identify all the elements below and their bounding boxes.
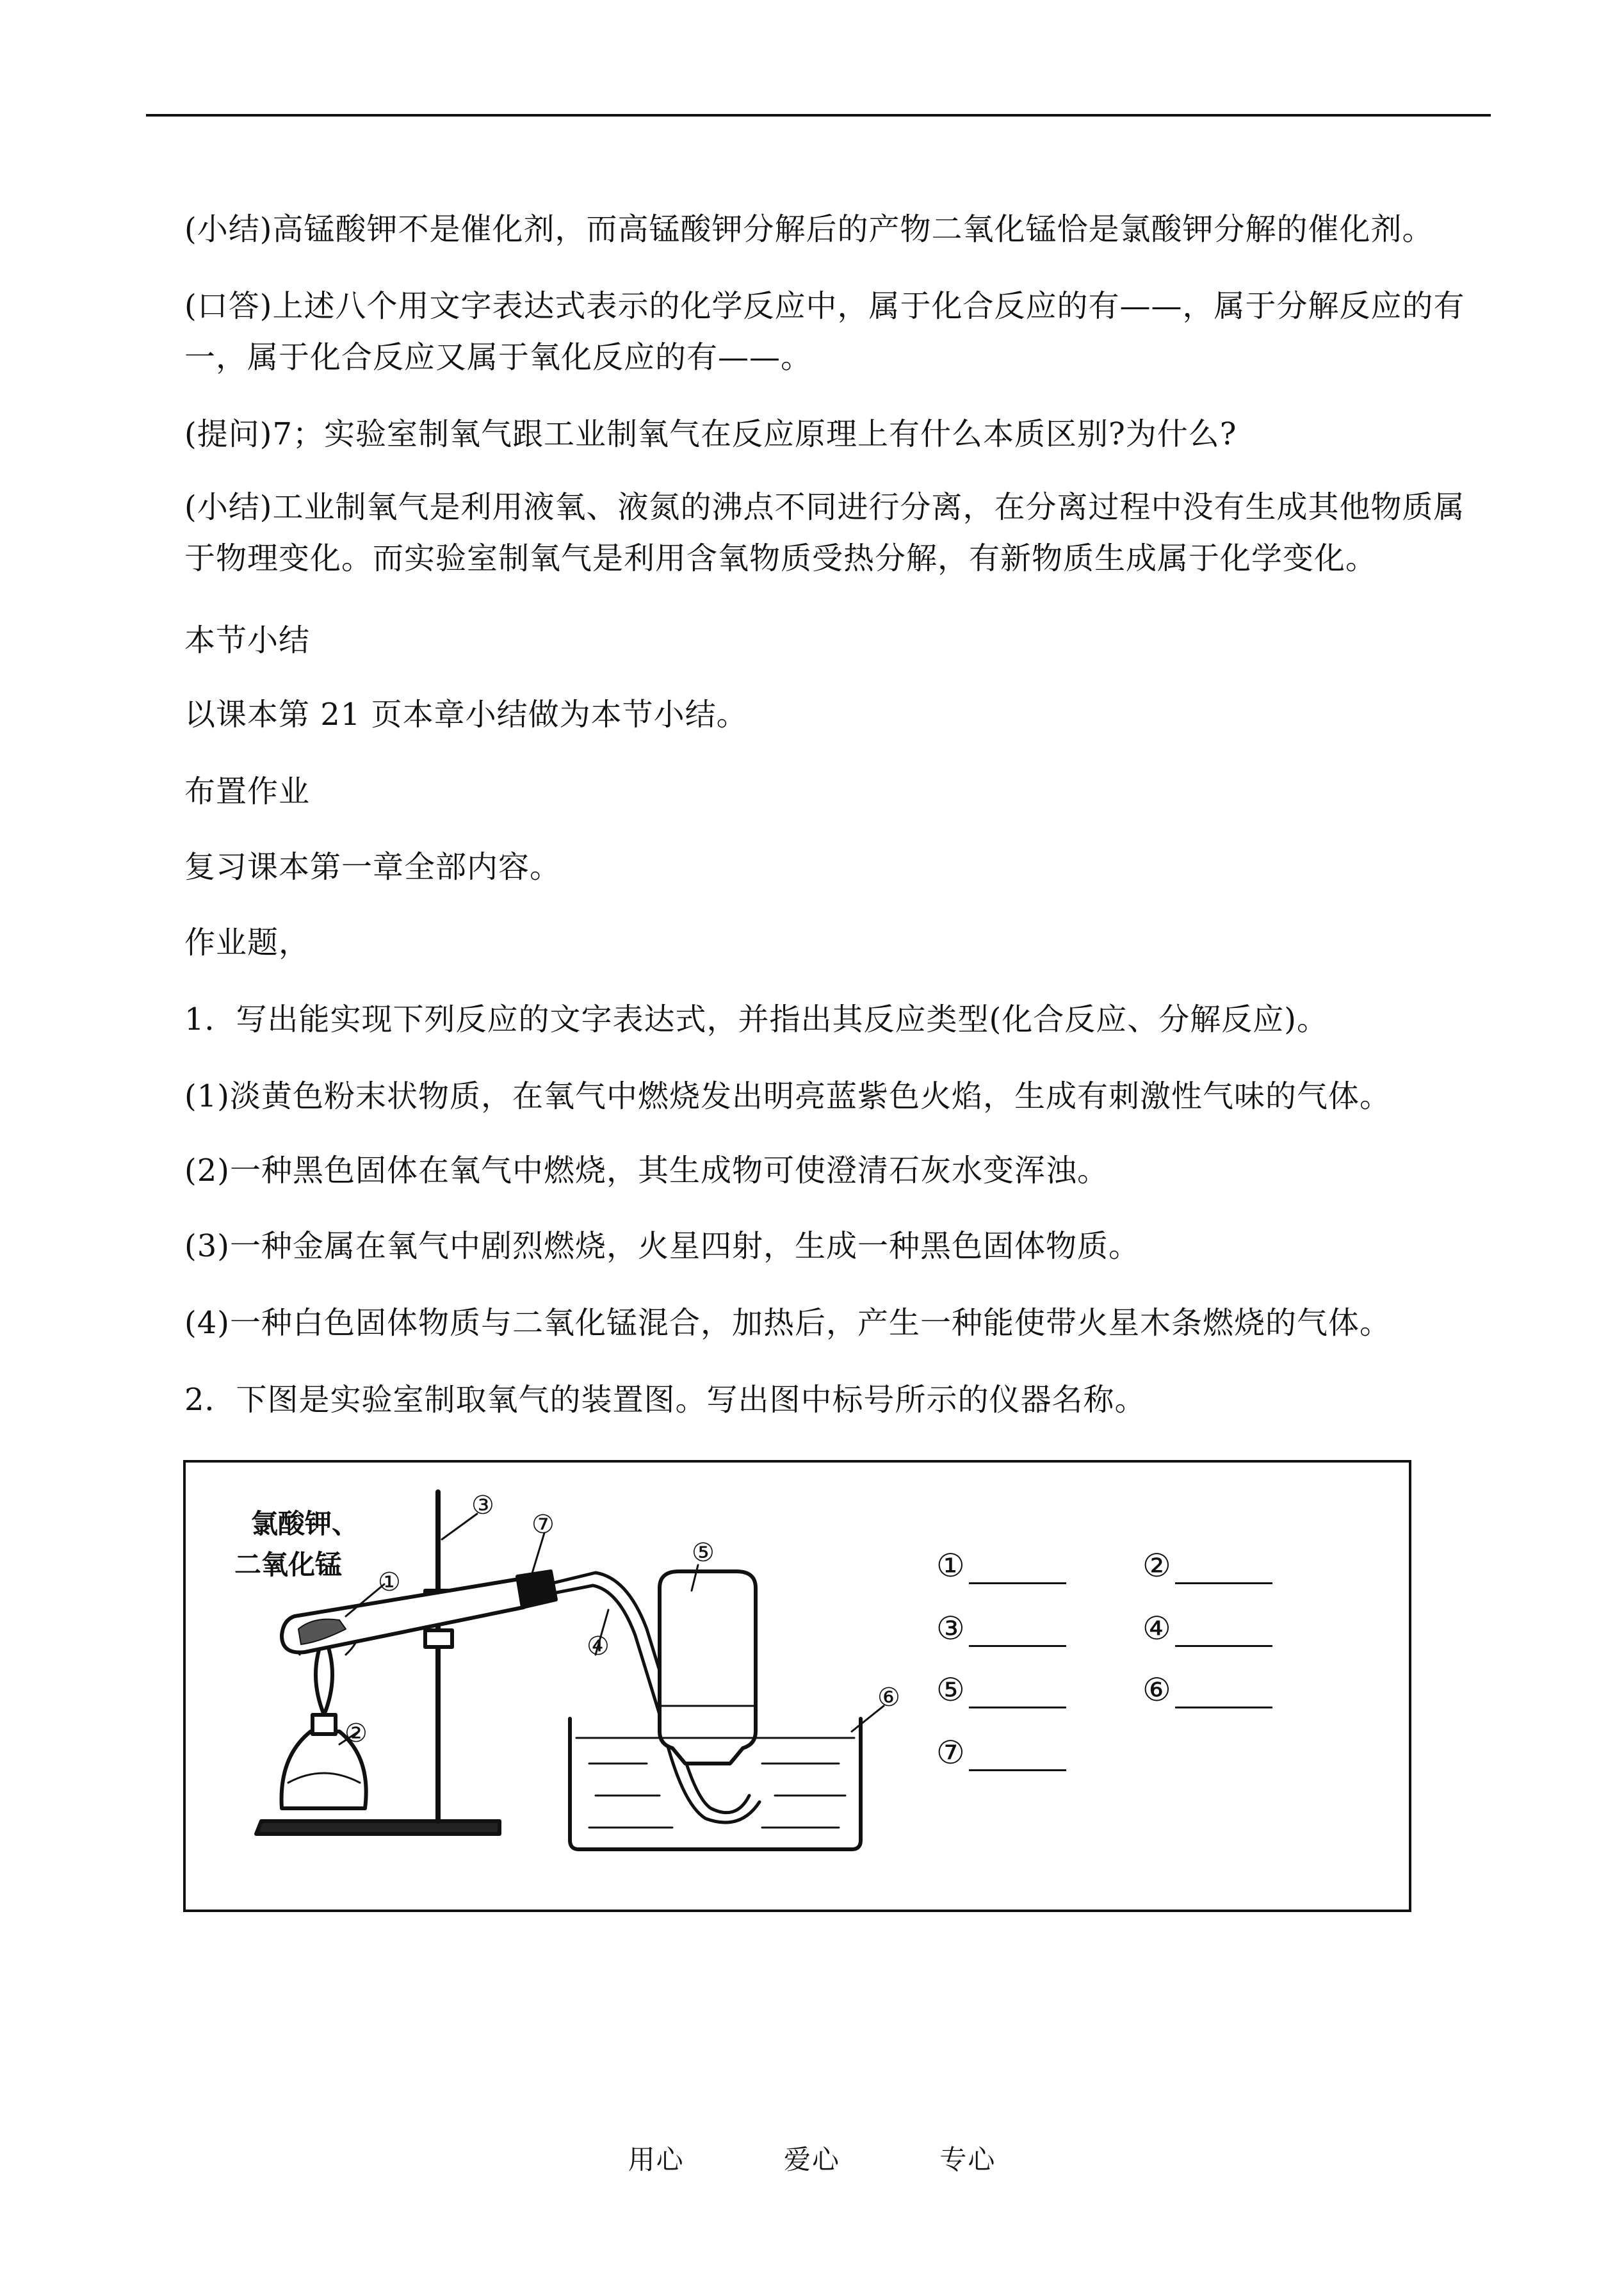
paragraph-oral-answer: (口答)上述八个用文字表达式表示的化学反应中，属于化合反应的有——，属于分解反应的有一，属于化合反应又属于氧化反应的有——。 [184, 288, 1465, 375]
footer-text-1: 用心 [628, 2144, 685, 2175]
footer-text-2: 爱心 [783, 2144, 840, 2175]
paragraph-summary-1: (小结)高锰酸钾不是催化剂，而高锰酸钾分解后的产物二氧化锰恰是氯酸钾分解的催化剂。 [184, 211, 1434, 247]
footer-text-3: 专心 [939, 2144, 996, 2175]
marker-6: ⑥ [877, 1683, 900, 1712]
exercise-1-item-4: (4)一种白色固体物质与二氧化锰混合，加热后，产生一种能使带火星木条燃烧的气体。 [184, 1305, 1391, 1341]
answer-blank-5[interactable]: ⑤ [936, 1671, 1066, 1708]
section-heading-exercises: 作业题， [184, 925, 311, 961]
answer-blank-6[interactable]: ⑥ [1142, 1671, 1272, 1708]
marker-3: ③ [471, 1491, 494, 1520]
answer-blank-3[interactable]: ③ [936, 1610, 1066, 1647]
answer-blank-7[interactable]: ⑦ [936, 1734, 1066, 1771]
marker-4: ④ [587, 1632, 610, 1661]
exercise-1-item-2: (2)一种黑色固体在氧气中燃烧，其生成物可使澄清石灰水变浑浊。 [184, 1153, 1108, 1188]
paragraph-summary-2: (小结)工业制氧气是利用液氧、液氮的沸点不同进行分离，在分离过程中没有生成其他物质属于物理变化。而实验室制氧气是利用含氧物质受热分解，有新物质生成属于化学变化。 [184, 489, 1465, 576]
header-rule [146, 114, 1491, 117]
section-heading-homework: 布置作业 [184, 774, 311, 809]
marker-5: ⑤ [692, 1538, 715, 1568]
marker-1: ① [378, 1568, 401, 1597]
paragraph-review: 复习课本第一章全部内容。 [184, 849, 562, 885]
exercise-1: 1．写出能实现下列反应的文字表达式，并指出其反应类型(化合反应、分解反应)。 [184, 1002, 1328, 1037]
marker-2: ② [345, 1719, 368, 1748]
paragraph-question-7: (提问)7；实验室制氧气跟工业制氧气在反应原理上有什么本质区别?为什么? [184, 416, 1237, 452]
paragraph-summary-note: 以课本第 21 页本章小结做为本节小结。 [184, 697, 748, 733]
marker-7: ⑦ [532, 1510, 555, 1539]
answer-blank-1[interactable]: ① [936, 1547, 1066, 1584]
reagent-label-line2: 二氧化锰 [234, 1549, 343, 1580]
exercise-1-item-3: (3)一种金属在氧气中剧烈燃烧，火星四射，生成一种黑色固体物质。 [184, 1228, 1140, 1264]
answer-blank-4[interactable]: ④ [1142, 1610, 1272, 1647]
page-footer [0, 2139, 1624, 2177]
exercise-2: 2．下图是实验室制取氧气的装置图。写出图中标号所示的仪器名称。 [184, 1382, 1146, 1418]
exercise-1-item-1: (1)淡黄色粉末状物质，在氧气中燃烧发出明亮蓝紫色火焰，生成有刺激性气味的气体。 [184, 1078, 1391, 1114]
section-heading-summary: 本节小结 [184, 622, 311, 658]
apparatus-figure [183, 1460, 1411, 1912]
answer-blank-2[interactable]: ② [1142, 1547, 1272, 1584]
reagent-label-line1: 氯酸钾、 [251, 1508, 359, 1539]
